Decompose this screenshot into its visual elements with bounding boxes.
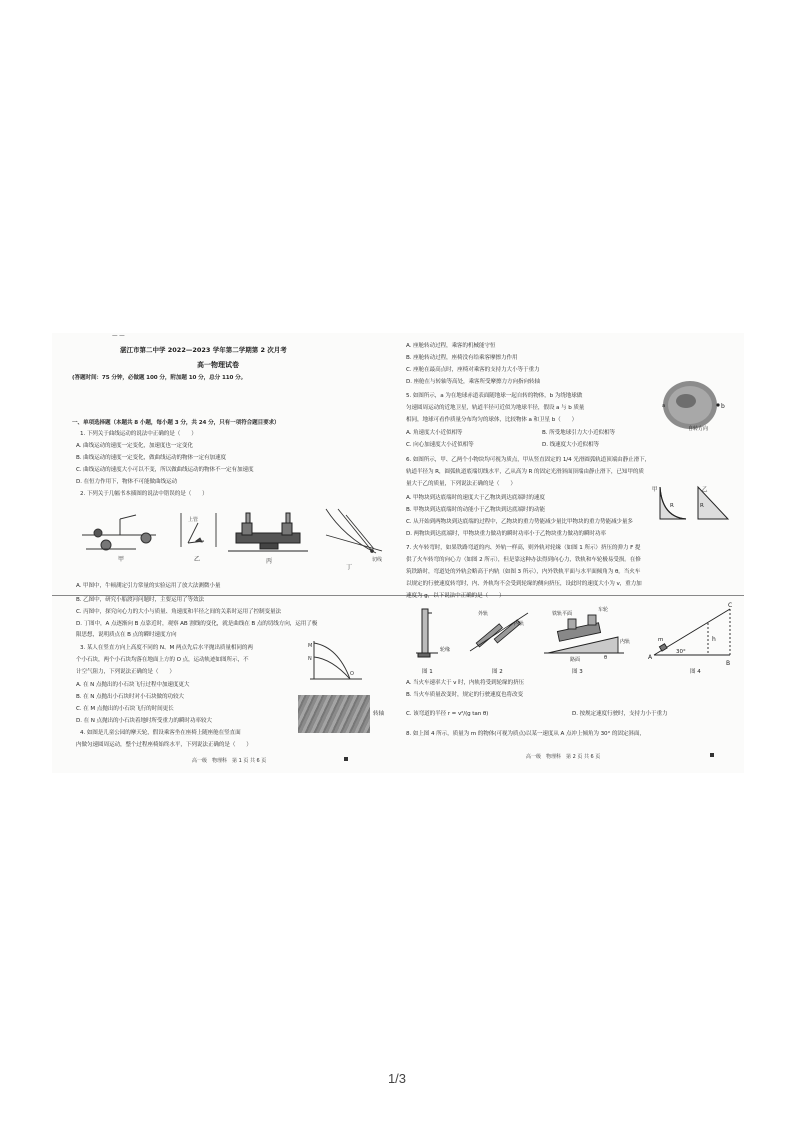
ferris-wheel-photo [298, 695, 370, 733]
question-5-line-2: 匀速圆周运动的近地卫星，轨道半径可近似为地球半径，假设 a 与 b 质量 [406, 405, 585, 411]
question-6-line-1: 6. 如图所示，甲、乙两个小物块均可视为质点，甲从竖直固定的 1/4 光滑圆弧轨道顶端由静止滑下， [406, 457, 651, 463]
q5-option-a: A. 角速度大小近似相等 [406, 430, 463, 436]
q1-option-a: A. 曲线运动的速度一定变化，加速度也一定变化 [76, 443, 193, 449]
question-6-line-2: 轨道半径为 R，圆弧轨道底端切线水平，乙从高为 R 的固定光滑斜面顶端由静止滑下，已知甲的质 [406, 469, 644, 475]
q4-option-a: A. 座舱转动过程，乘客的机械能守恒 [406, 343, 496, 349]
q3-label-o: O [350, 671, 354, 677]
q7-option-c: C. 该弯道的半径 r = v²/(g tan θ) [406, 711, 489, 717]
exam-info: (答题时间：75 分钟，必做题 100 分，附加题 10 分，总分 110 分。 [72, 375, 247, 381]
q4-option-c: C. 座舱在最高点时，座椅对乘客的支持力大小等于重力 [406, 367, 540, 373]
q5-option-c: C. 向心加速度大小近似相等 [406, 442, 474, 448]
q7-figures [408, 601, 738, 677]
figure-yi [181, 513, 216, 547]
q7-label-wheel: 车轮 [598, 607, 609, 613]
figure-label-jia: 甲 [118, 556, 125, 563]
question-6-line-3: 量大于乙的质量，下列说法正确的是（ ） [406, 481, 516, 487]
q6-label-jia: 甲 [652, 487, 658, 493]
question-8: 8. 如上图 4 所示，质量为 m 的物体(可视为质点)以某一速度从 A 点冲上倾角为 30° 的固定斜面， [406, 731, 645, 737]
fold-line [52, 595, 744, 596]
figure-3-banked-track [544, 615, 624, 653]
left-page-footer: 高一级 物理科 第 1 页 共 6 页 [192, 758, 267, 764]
q7-caption-2: 图 2 [492, 669, 503, 675]
question-5-line-3: 相同，地球可看作质量分布均匀的球体，比较物体 a 和卫星 b（ ） [406, 417, 578, 423]
q5-label-b: b [721, 403, 725, 410]
q7-label-inner-rail-3: 内轨 [620, 639, 631, 645]
q3-option-c: C. 在 M 点抛出的小石块飞行的时间更长 [76, 706, 174, 712]
q7-option-b: B. 当火车质量改变时，规定的行驶速度也将改变 [406, 692, 523, 698]
question-7-line-3: 筑铁路时，弯道处的外轨会略高于内轨（如图 3 所示），内外铁轨平面与水平面倾角为 θ。当火车 [406, 569, 641, 575]
q4-option-d: D. 座舱在与转轴等高处，乘客所受摩擦力方向指向转轴 [406, 379, 540, 385]
q1-option-c: C. 曲线运动的速度大小可以不变，所以做曲线运动的物体不一定有加速度 [76, 467, 254, 473]
q7-caption-4: 图 4 [690, 669, 701, 675]
q6-figure [652, 483, 732, 525]
q7-label-track-plane: 铁轨平面 [552, 611, 573, 617]
q6-label-r-arc: R [670, 503, 674, 509]
question-7-line-2: 供了火车转弯的向心力（如图 2 所示），但是靠这种办法得到向心力，铁轨和车轮极易受损。在修 [406, 557, 641, 563]
q7-label-angle: 30° [676, 649, 686, 655]
figure-label-upper-pipe: 上管 [188, 517, 199, 523]
q7-label-theta: θ [604, 655, 608, 661]
q3-projectile-figure [308, 637, 364, 685]
q3-option-d: D. 在 N 点抛出的小石块着地时所受重力的瞬时功率较大 [76, 718, 212, 724]
subject-title: 高一物理试卷 [197, 361, 239, 369]
question-7-line-4: 以规定的行驶速度转弯时，内、外轨均不会受到轮缘的侧向挤压，设此时的速度大小为 v，重力加 [406, 581, 642, 587]
q6-option-d: D. 两物块到达底端时，甲物块重力做功的瞬时功率小于乙物块重力做功的瞬时功率 [406, 531, 606, 537]
q7-label-a: A [648, 654, 653, 661]
exam-sheet [52, 333, 744, 773]
q5-label-rotation: 自转方向 [688, 426, 709, 432]
question-5-line-1: 5. 如图所示，a 为在地球赤道表面随地球一起自转的物体，b 为绕地球做 [406, 393, 583, 399]
q6-option-a: A. 甲物块到达底端时的速度大于乙物块到达底端时的速度 [406, 495, 545, 501]
figure-2-tracks [470, 613, 528, 651]
question-7-line-1: 7. 火车转弯时，如果铁路弯道的内、外轨一样高，则外轨对轮缘（如图 1 所示）挤压的弹力 F 提 [406, 545, 641, 551]
q7-label-outer-rail: 外轨 [478, 611, 489, 617]
figure-label-yi: 乙 [194, 556, 201, 563]
question-4-line-1: 4. 如图是儿童公园的摩天轮，假设乘客坐在座椅上随座舱在竖直面 [80, 730, 241, 736]
q3-label-n: N [308, 656, 312, 662]
q2-option-d: D. 丁图中，A 点逐渐向 B 点靠近时，观察 AB 割线的变化，就是曲线在 B 点的切线方向，运用了极 [76, 621, 318, 627]
q7-caption-3: 图 3 [572, 669, 583, 675]
school-title: 湛江市第二中学 2022—2023 学年第二学期第 2 次月考 [120, 346, 287, 354]
q2-figures [76, 505, 386, 575]
q7-option-d: D. 按规定速度行驶时，支持力小于重力 [572, 711, 668, 717]
q7-label-c: C [728, 602, 733, 609]
q5-label-a: a [662, 403, 666, 409]
q2-option-a: A. 甲图中，牛顿測定引力常量的实验运用了放大法测微小量 [76, 583, 221, 589]
q4-option-b: B. 座舱转动过程，座椅没有给乘客摩擦力作用 [406, 355, 518, 361]
question-3-line-2: 个小石块，两个小石块均落在地面上方的 O 点，运动轨迹如图所示，不 [76, 657, 249, 663]
q7-label-h: h [712, 636, 716, 643]
q7-label-flange: 轮缘 [440, 647, 451, 653]
q3-label-m: M [308, 643, 313, 649]
q4-label-axis: 转轴 [373, 711, 384, 717]
q1-option-d: D. 在恒力作用下，物体不可能做曲线运动 [76, 479, 177, 485]
scan-mark [710, 753, 714, 757]
q3-option-a: A. 在 N 点抛出的小石块飞行过程中加速度更大 [76, 682, 190, 688]
q7-label-inner-rail: 内轨 [514, 621, 525, 627]
scan-mark [344, 757, 348, 761]
question-3-line-3: 计空气阻力，下列说法正确的是（ ） [76, 669, 175, 675]
q7-label-b: B [726, 660, 731, 667]
question-4-line-2: 内做匀速圆周运动，整个过程座椅始终水平，下列说法正确的是（ ） [76, 742, 252, 748]
q7-label-m: m [658, 637, 664, 643]
right-page-footer: 高一级 物理科 第 2 页 共 6 页 [526, 754, 601, 760]
satellite-b-dot [716, 403, 719, 406]
q1-option-b: B. 曲线运动的速度一定变化，做曲线运动的物体一定有加速度 [76, 455, 226, 461]
question-7-line-5: 速度为 g，以下说法中正确的是（ ） [406, 593, 505, 599]
figure-1-flange [416, 609, 438, 657]
figure-bing [228, 513, 308, 551]
q2-option-b: B. 乙图中，研究小船渡河问题时，主要运用了等效法 [76, 597, 204, 603]
q6-option-c: C. 从开始到两物块到达底端的过程中，乙物块的重力势能减少量比甲物块的重力势能减少量多 [406, 519, 633, 525]
q7-caption-1: 图 1 [422, 669, 433, 675]
q2-option-d-continued: 限思想，说明质点在 B 点的瞬时速度方向 [76, 632, 177, 638]
figure-jia [82, 515, 156, 550]
header-dash: — — [112, 333, 125, 339]
q6-label-yi: 乙 [702, 487, 708, 493]
q6-label-r-incline: R [700, 503, 704, 509]
section-1-heading: 一、单项选择题（本题共 8 小题，每小题 3 分，共 24 分，只有一项符合题目要求） [72, 420, 280, 426]
page-indicator: 1/3 [387, 1071, 407, 1086]
question-3-line-1: 3. 某人在竖直方向上高度不同的 N、M 两点先后水平抛出质量相同的两 [80, 645, 253, 651]
q7-label-road: 路面 [570, 657, 581, 663]
figure-label-tangent: 切线 [372, 557, 383, 563]
q2-option-c: C. 丙图中，探究向心力的大小与质量、角速度和半径之间的关系时运用了控制变量法 [76, 609, 281, 615]
q7-option-a: A. 当火车速率大于 v 时，内轨将受到轮缘的挤压 [406, 680, 524, 686]
figure-label-ding: 丁 [346, 564, 353, 571]
question-2: 2. 下列关于几幅书本插图的说法中错误的是（ ） [80, 491, 208, 497]
question-1: 1. 下列关于曲线运动的说法中正确的是（ ） [80, 431, 197, 437]
figure-ding [326, 509, 382, 553]
q6-option-b: B. 甲物块到达底端时的动能小于乙物块到达底端时的动能 [406, 507, 545, 513]
figure-label-bing: 丙 [266, 558, 273, 565]
q5-option-d: D. 线速度大小近似相等 [542, 442, 600, 448]
figure-4-incline [654, 609, 730, 655]
q3-option-b: B. 在 N 点抛出小石块时对小石块做的功较大 [76, 694, 184, 700]
q5-earth-figure [658, 375, 738, 433]
q5-option-b: B. 所受地球引力大小近似相等 [542, 430, 616, 436]
